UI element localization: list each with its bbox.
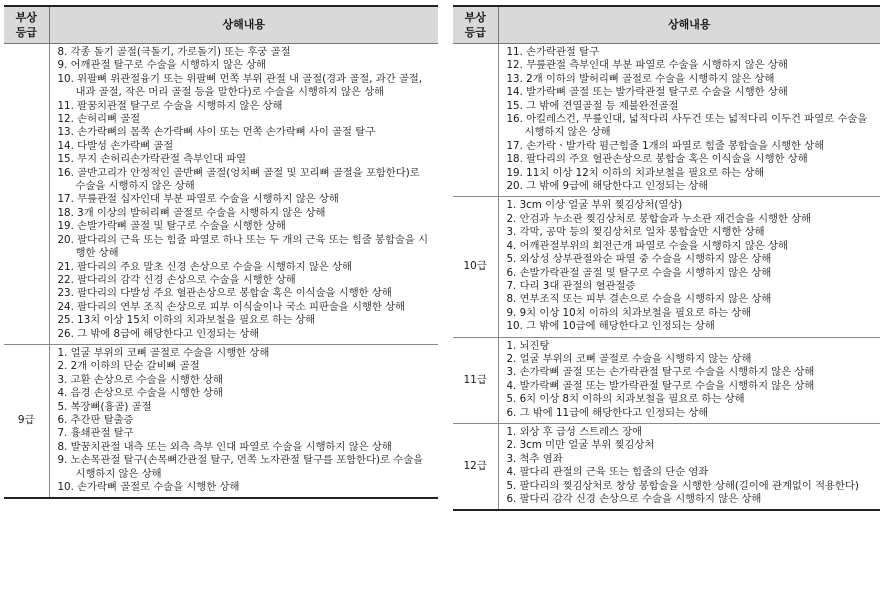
table-header-row bbox=[453, 6, 880, 44]
table-row bbox=[4, 44, 438, 345]
header-grade-text: 부상 등급 bbox=[15, 11, 37, 39]
list-item: 2. 안검과 누소관 찢김상처로 봉합술과 누소관 재건술을 시행한 상해 bbox=[506, 212, 812, 225]
injury-list bbox=[507, 340, 875, 420]
injury-table-right bbox=[453, 5, 880, 511]
list-item: 8. 연부조직 또는 피부 결손으로 수술을 시행하지 않은 상해 bbox=[506, 293, 772, 306]
list-item: 9. 노손목관절 탈구(손목뼈간관절 탈구, 먼쪽 노자관절 탈구를 포함한다)로 수술을 시행하지 않은 상해 bbox=[57, 454, 424, 480]
list-item: 10. 손가락뼈 골절로 수술을 시행한 상해 bbox=[57, 481, 240, 493]
list-item: 17. 손가락ㆍ발가락 폄근힘줄 1개의 파열로 힘줄 봉합술을 시행한 상해 bbox=[506, 139, 825, 152]
injury-list bbox=[58, 347, 433, 494]
table-row bbox=[453, 44, 880, 197]
list-item: 11. 손가락관절 탈구 bbox=[506, 46, 600, 58]
header-grade-text: 부상 등급 bbox=[464, 11, 486, 39]
list-item: 14. 다발성 손가락뼈 골절 bbox=[57, 139, 174, 152]
injury-list bbox=[58, 46, 433, 341]
list-item: 22. 팔다리의 감각 신경 손상으로 수술을 시행한 상해 bbox=[57, 273, 296, 286]
list-item: 3. 각막, 공막 등의 찢김상처로 일차 봉합술만 시행한 상해 bbox=[506, 226, 765, 239]
list-item: 9. 어깨관절 탈구로 수술을 시행하지 않은 상해 bbox=[57, 59, 267, 72]
list-item: 8. 각종 돌기 골절(극돌기, 가로돌기) 또는 후궁 골절 bbox=[57, 46, 291, 58]
list-item: 10. 그 밖에 10급에 해당한다고 인정되는 상해 bbox=[506, 320, 715, 333]
grade-cell: 11급 bbox=[453, 337, 498, 423]
list-item: 18. 팔다리의 주요 혈관손상으로 봉합술 혹은 이식술을 시행한 상해 bbox=[506, 153, 808, 166]
list-item: 1. 뇌진탕 bbox=[506, 339, 550, 352]
list-item: 15. 그 밖에 견열골절 등 제불완전골절 bbox=[506, 99, 679, 112]
list-item: 18. 3개 이상의 발허리뼈 골절로 수술을 시행하지 않은 상해 bbox=[57, 206, 326, 219]
list-item: 7. 흉쇄관절 탈구 bbox=[57, 427, 134, 440]
list-item: 6. 그 밖에 11급에 해당한다고 인정되는 상해 bbox=[506, 406, 709, 419]
list-item: 2. 얼굴 부위의 코뼈 골절로 수술을 시행하지 않는 상해 bbox=[506, 352, 752, 365]
injury-list bbox=[507, 199, 875, 333]
list-item: 5. 6치 이상 8치 이하의 치과보철을 필요로 하는 상해 bbox=[506, 393, 745, 406]
list-item: 7. 다리 3대 관절의 혈관절증 bbox=[506, 279, 636, 292]
grade-cell: 9급 bbox=[4, 344, 49, 498]
list-item: 10. 위팔뼈 위관절융기 또는 위팔뼈 먼쪽 부위 관절 내 골절(경과 골절, 과간 골절, 내과 골절, 작은 머리 골절 등을 말한다)로 수술을 시행하지 않은 상해 bbox=[57, 72, 423, 99]
list-item: 3. 척추 염좌 bbox=[506, 452, 563, 465]
injury-list-cell bbox=[49, 344, 438, 498]
list-item: 6. 손발가락관절 골절 및 탈구로 수술을 시행하지 않은 상해 bbox=[506, 266, 772, 279]
grade-cell bbox=[453, 44, 498, 197]
list-item: 25. 13치 이상 15치 이하의 치과보철을 필요로 하는 상해 bbox=[57, 314, 316, 327]
injury-list bbox=[507, 426, 875, 506]
list-item: 14. 발가락뼈 골절 또는 발가락관절 탈구로 수술을 시행한 상해 bbox=[506, 86, 788, 99]
header-grade bbox=[4, 6, 49, 44]
list-item: 12. 손허리뼈 골절 bbox=[57, 113, 141, 126]
table-row bbox=[453, 197, 880, 337]
list-item: 13. 손가락뼈의 몸쪽 손가락뼈 사이 또는 먼쪽 손가락뼈 사이 골절 탈구 bbox=[57, 126, 376, 139]
list-item: 4. 팔다리 관절의 근육 또는 힘줄의 단순 염좌 bbox=[506, 466, 709, 479]
list-item: 20. 그 밖에 9급에 해당한다고 인정되는 상해 bbox=[506, 180, 709, 193]
list-item: 11. 팔꿈치관절 탈구로 수술을 시행하지 않은 상해 bbox=[57, 99, 283, 112]
injury-list-cell bbox=[498, 44, 880, 197]
list-item: 26. 그 밖에 8급에 해당한다고 인정되는 상해 bbox=[57, 327, 260, 340]
list-item: 4. 발가락뼈 골절 또는 발가락관절 탈구로 수술을 시행하지 않은 상해 bbox=[506, 379, 815, 392]
list-item: 3. 손가락뼈 골절 또는 손가락관절 탈구로 수술을 시행하지 않은 상해 bbox=[506, 366, 815, 379]
list-item: 4. 음경 손상으로 수술을 시행한 상해 bbox=[57, 387, 223, 400]
list-item: 19. 손발가락뼈 골절 및 탈구로 수술을 시행한 상해 bbox=[57, 220, 286, 233]
list-item: 16. 골반고리가 안정적인 골반뼈 골절(엉치뼈 골절 및 꼬리뼈 골절을 포함한다)로 수술을 시행하지 않은 상해 bbox=[57, 166, 420, 193]
header-grade bbox=[453, 6, 498, 44]
grade-cell: 10급 bbox=[453, 197, 498, 337]
grade-cell: 12급 bbox=[453, 423, 498, 510]
list-item: 15. 무지 손허리손가락관절 측부인대 파열 bbox=[57, 153, 247, 166]
table-row bbox=[453, 423, 880, 510]
injury-table-left bbox=[4, 5, 438, 499]
list-item: 8. 발꿈치관절 내측 또는 외측 측부 인대 파열로 수술을 시행하지 않은 상해 bbox=[57, 440, 392, 453]
list-item: 5. 팔다리의 찢김상처로 창상 봉합술을 시행한 상해(길이에 관계없이 적용한다) bbox=[506, 479, 859, 492]
list-item: 1. 3cm 이상 얼굴 부위 찢김상처(열상) bbox=[506, 199, 683, 212]
list-item: 9. 9치 이상 10치 이하의 치과보철을 필요로 하는 상해 bbox=[506, 306, 752, 319]
list-item: 3. 고환 손상으로 수술을 시행한 상해 bbox=[57, 373, 223, 386]
list-item: 6. 팔다리 감각 신경 손상으로 수술을 시행하지 않은 상해 bbox=[506, 493, 762, 505]
list-item: 5. 외상성 상부관절와순 파열 중 수술을 시행하지 않은 상해 bbox=[506, 253, 772, 266]
list-item: 21. 팔다리의 주요 말초 신경 손상으로 수술을 시행하지 않은 상해 bbox=[57, 260, 353, 273]
list-item: 6. 추간판 탈출증 bbox=[57, 413, 134, 426]
injury-list-cell bbox=[498, 423, 880, 510]
injury-list-cell bbox=[498, 197, 880, 337]
table-header-row bbox=[4, 6, 438, 44]
header-content: 상해내용 bbox=[498, 6, 880, 44]
list-item: 16. 아킬레스건, 무릎인대, 넓적다리 사두건 또는 넓적다리 이두건 파열로 수술을 시행하지 않은 상해 bbox=[506, 113, 868, 139]
list-item: 12. 무릎관절 측부인대 부분 파열로 수술을 시행하지 않은 상해 bbox=[506, 59, 788, 72]
list-item: 5. 복장뼈(흉골) 골절 bbox=[57, 400, 152, 413]
list-item: 24. 팔다리의 연부 조직 손상으로 피부 이식술이나 국소 피판술을 시행한 상해 bbox=[57, 300, 406, 313]
list-item: 17. 무릎관절 십자인대 부분 파열로 수술을 시행하지 않은 상해 bbox=[57, 193, 339, 206]
list-item: 13. 2개 이하의 발허리뼈 골절로 수술을 시행하지 않은 상해 bbox=[506, 72, 775, 85]
list-item: 2. 3cm 미만 얼굴 부위 찢김상처 bbox=[506, 439, 655, 452]
injury-list-cell bbox=[498, 337, 880, 423]
list-item: 19. 11치 이상 12치 이하의 치과보철을 필요로 하는 상해 bbox=[506, 166, 765, 179]
list-item: 1. 외상 후 급성 스트레스 장애 bbox=[506, 425, 643, 438]
list-item: 2. 2개 이하의 단순 갈비뼈 골절 bbox=[57, 360, 200, 373]
list-item: 4. 어깨관절부위의 회전근개 파열로 수술을 시행하지 않은 상해 bbox=[506, 239, 788, 252]
list-item: 20. 팔다리의 근육 또는 힘줄 파열로 하나 또는 두 개의 근육 또는 힘줄 봉합술을 시행한 상해 bbox=[57, 233, 429, 260]
injury-list bbox=[507, 46, 875, 193]
list-item: 1. 얼굴 부위의 코뼈 골절로 수술을 시행한 상해 bbox=[57, 346, 270, 359]
list-item: 23. 팔다리의 다발성 주요 혈관손상으로 봉합술 혹은 이식술을 시행한 상해 bbox=[57, 287, 392, 300]
table-row bbox=[4, 344, 438, 498]
injury-list-cell bbox=[49, 44, 438, 345]
header-content: 상해내용 bbox=[49, 6, 438, 44]
table-row bbox=[453, 337, 880, 423]
grade-cell bbox=[4, 44, 49, 345]
